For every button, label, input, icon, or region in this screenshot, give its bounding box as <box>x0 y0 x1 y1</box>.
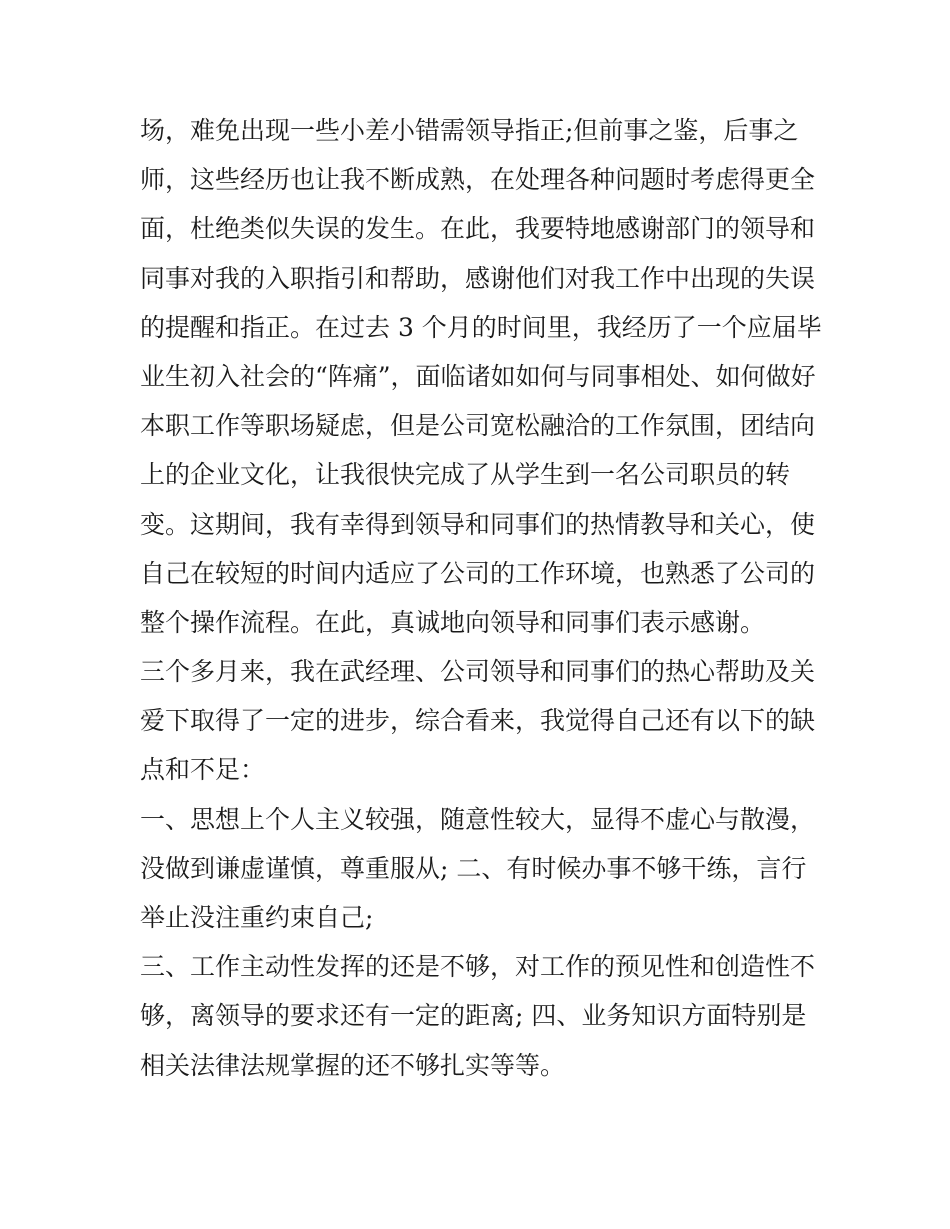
text-line: 没做到谦虚谨慎，尊重服从; 二、有时候办事不够干练，言行 <box>140 853 807 883</box>
text-line: 自己在较短的时间内适应了公司的工作环境，也熟悉了公司的 <box>140 558 816 588</box>
text-line: 举止没注重约束自己; <box>140 903 374 932</box>
text-line: 相关法律法规掌握的还不够扎实等等。 <box>140 1050 566 1080</box>
text-line: 三、工作主动性发挥的还是不够，对工作的预见性和创造性不 <box>140 952 816 982</box>
text-line: 够，离领导的要求还有一定的距离; 四、业务知识方面特别是 <box>140 1001 807 1031</box>
text-line: 场，难免出现一些小差小错需领导指正;但前事之鉴，后事之 <box>140 116 799 145</box>
text-line: 面，杜绝类似失误的发生。在此，我要特地感谢部门的领导和 <box>140 214 816 244</box>
document-body <box>140 106 820 1090</box>
text-line: 爱下取得了一定的进步，综合看来，我觉得自己还有以下的缺 <box>140 706 816 736</box>
text-line: 师，这些经历也让我不断成熟，在处理各种问题时考虑得更全 <box>140 165 816 195</box>
text-line: 本职工作等职场疑虑，但是公司宽松融洽的工作氛围，团结向 <box>140 411 816 441</box>
text-line: 整个操作流程。在此，真诚地向领导和同事们表示感谢。 <box>140 607 766 637</box>
text-line: 业生初入社会的“阵痛”，面临诸如如何与同事相处、如何做好 <box>140 361 816 391</box>
text-line: 三个多月来，我在武经理、公司领导和同事们的热心帮助及关 <box>140 657 816 687</box>
text-line: 一、思想上个人主义较强，随意性较大，显得不虚心与散漫， <box>140 804 816 834</box>
text-line: 上的企业文化，让我很快完成了从学生到一名公司职员的转 <box>140 460 791 490</box>
text-line: 点和不足： <box>140 755 266 785</box>
text-line: 变。这期间，我有幸得到领导和同事们的热情教导和关心，使 <box>140 509 816 539</box>
text-line: 同事对我的入职指引和帮助，感谢他们对我工作中出现的失误 <box>140 263 816 293</box>
text-line: 的提醒和指正。在过去 3 个月的时间里，我经历了一个应届毕 <box>140 312 822 342</box>
